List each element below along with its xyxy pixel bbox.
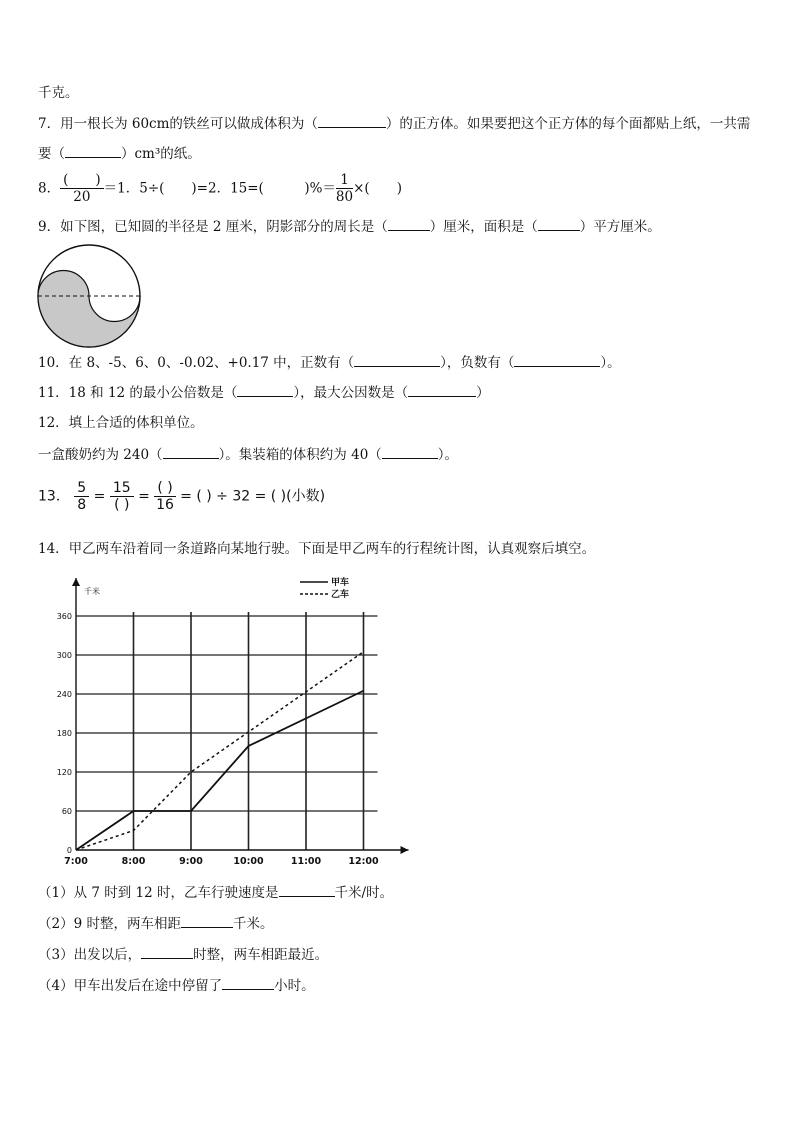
answer-blank[interactable] xyxy=(163,446,219,459)
answer-blank[interactable] xyxy=(237,384,293,397)
answer-blank[interactable] xyxy=(141,946,193,959)
x-tick-label: 7:00 xyxy=(64,856,88,867)
legend-label: 乙车 xyxy=(331,590,350,600)
answer-blank[interactable] xyxy=(354,354,440,367)
question-12-body: 一盒酸奶约为 240（ ）。集装箱的体积约为 40（ ）。 xyxy=(38,447,459,463)
answer-blank[interactable] xyxy=(222,977,274,990)
y-tick-label: 240 xyxy=(56,690,72,699)
fraction: $\frac{5}{8}$ xyxy=(74,480,89,513)
answer-blank[interactable] xyxy=(538,218,580,231)
fraction: $\frac{1}{80}$ xyxy=(335,172,354,205)
y-tick-label: 180 xyxy=(56,729,72,738)
travel-line-chart xyxy=(38,572,418,872)
question-9: 9．如下图，已知圆的半径是 2 厘米，阴影部分的周长是（ ）厘米，面积是（ ）平方厘米。 xyxy=(38,219,661,235)
x-axis-arrow xyxy=(401,846,409,854)
question-14-part4: （4）甲车出发后在途中停留了 小时。 xyxy=(38,978,315,994)
answer-blank[interactable] xyxy=(408,384,476,397)
answer-blank[interactable] xyxy=(181,915,233,928)
fraction: $\frac{( )}{16}$ xyxy=(156,480,174,513)
question-14-part1: （1）从 7 时到 12 时，乙车行驶速度是 千米/时。 xyxy=(38,885,394,901)
yin-yang-circle-figure xyxy=(36,243,142,349)
fraction: $\frac{15}{( )}$ xyxy=(110,480,134,513)
question-8: 8． $\frac{( )}{20}$ ＝1．5÷( )=2．15=( )%＝ $\frac{1}{80}$ ×( ) xyxy=(38,172,402,205)
y-tick-label: 60 xyxy=(61,807,72,816)
answer-blank[interactable] xyxy=(279,884,335,897)
y-axis-arrow xyxy=(72,578,80,586)
x-tick-label: 9:00 xyxy=(179,856,203,867)
x-tick-label: 12:00 xyxy=(348,856,379,867)
question-14-title: 14．甲乙两车沿着同一条道路向某地行驶。下面是甲乙两车的行程统计图，认真观察后填空。 xyxy=(38,541,596,557)
question-12-title: 12．填上合适的体积单位。 xyxy=(38,415,204,431)
answer-blank[interactable] xyxy=(382,446,438,459)
y-tick-label: 0 xyxy=(66,846,72,855)
fraction: $\frac{( )}{20}$ xyxy=(60,172,104,205)
question-14-part3: （3）出发以后， 时整，两车相距最近。 xyxy=(38,947,329,963)
series-line xyxy=(76,691,364,850)
answer-blank[interactable] xyxy=(318,115,386,128)
legend-label: 甲车 xyxy=(331,578,350,588)
x-tick-label: 11:00 xyxy=(290,856,322,867)
question-11: 11．18 和 12 的最小公倍数是（ ），最大公因数是（ ） xyxy=(38,385,490,401)
question-13: 13． $\frac{5}{8}$ = $\frac{15}{( )}$ = $\frac{( )}{16}$ = ( ) ÷ 32 = ( )(小数) xyxy=(38,480,326,513)
question-7-line1: 7．用一根长为 60cm的铁丝可以做成体积为（ ）的正方体。如果要把这个正方体的每个面都贴上纸，一共需 xyxy=(38,116,751,132)
x-tick-label: 10:00 xyxy=(233,856,264,867)
x-tick-label: 8:00 xyxy=(121,856,146,867)
y-axis-label: 千米 xyxy=(84,587,100,596)
answer-blank[interactable] xyxy=(65,145,121,158)
answer-blank[interactable] xyxy=(388,218,430,231)
top-line: 千克。 xyxy=(38,85,79,101)
y-tick-label: 300 xyxy=(56,651,72,660)
question-14-part2: （2）9 时整，两车相距 千米。 xyxy=(38,916,274,932)
question-10: 10．在 8、-5、6、0、-0.02、+0.17 中，正数有（ ），负数有（ ）。 xyxy=(38,355,621,371)
y-tick-label: 120 xyxy=(56,768,72,777)
answer-blank[interactable] xyxy=(514,354,600,367)
question-7-line2: 要（ ）cm³的纸。 xyxy=(38,146,201,162)
y-tick-label: 360 xyxy=(56,612,72,621)
